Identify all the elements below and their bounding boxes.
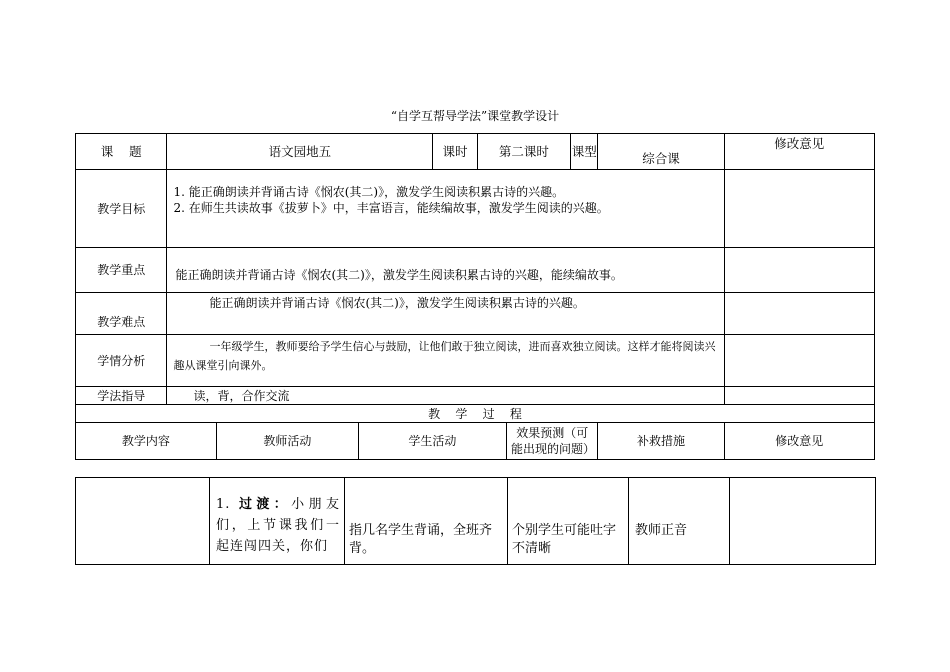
row1-teacher (210, 478, 345, 565)
subject-value: 语文园地五 (167, 134, 433, 170)
col-student: 学生活动 (358, 423, 506, 460)
method-text: 读，背，合作交流 (167, 387, 724, 405)
row1-remedy: 教师正音 (629, 478, 730, 565)
lesson-plan-table (75, 133, 875, 460)
analysis-revision (724, 335, 874, 387)
difficulties-label: 教学难点 (76, 293, 167, 335)
col-prediction: 效果预测（可能出现的问题） (506, 423, 597, 460)
row1-prediction: 个别学生可能吐字不清晰 (508, 478, 629, 565)
type-label: 课型 (571, 134, 598, 170)
goals-label: 教学目标 (76, 170, 167, 248)
revision-label: 修改意见 (724, 134, 874, 170)
analysis-text: 一年级学生，教师要给予学生信心与鼓励，让他们敢于独立阅读，进而喜欢独立阅读。这样才能将阅读兴趣从课堂引向课外。 (167, 335, 724, 387)
difficulties-revision (724, 293, 874, 335)
goals-line-1: 1. 能正确朗读并背诵古诗《悯农(其二)》，激发学生阅读积累古诗的兴趣。 (173, 185, 565, 199)
row1-teacher-bold: 过渡： (238, 497, 292, 512)
difficulties-text: 能正确朗读并背诵古诗《悯农(其二)》，激发学生阅读积累古诗的兴趣。 (167, 293, 724, 335)
row1-teacher-prefix: 1. (216, 497, 231, 512)
row1-content (76, 478, 210, 565)
type-value: 综合课 (598, 134, 724, 170)
col-content: 教学内容 (76, 423, 217, 460)
subject-label: 课 题 (76, 134, 167, 170)
goals-cell (167, 170, 724, 248)
row1-revision (730, 478, 876, 565)
process-table (75, 477, 876, 565)
period-label: 课时 (433, 134, 477, 170)
period-value: 第二课时 (477, 134, 571, 170)
key-points-label: 教学重点 (76, 248, 167, 293)
analysis-label: 学情分析 (76, 335, 167, 387)
row1-teacher-text: 小朋友们，上节课我们一起连闯四关，你们 (216, 497, 340, 554)
row1-student: 指几名学生背诵，全班齐背。 (345, 478, 508, 565)
key-points-text: 能正确朗读并背诵古诗《悯农(其二)》，激发学生阅读积累古诗的兴趣，能续编故事。 (167, 248, 724, 293)
document-title: “自学互帮导学法”课堂教学设计 (390, 109, 560, 123)
goals-revision (724, 170, 874, 248)
col-remedy: 补救措施 (598, 423, 724, 460)
method-revision (724, 387, 874, 405)
process-title: 教 学 过 程 (76, 405, 875, 423)
col-teacher: 教师活动 (216, 423, 358, 460)
goals-line-2: 2. 在师生共读故事《拔萝卜》中，丰富语言，能续编故事，激发学生阅读的兴趣。 (173, 201, 609, 215)
col-revision: 修改意见 (724, 423, 874, 460)
key-points-revision (724, 248, 874, 293)
method-label: 学法指导 (76, 387, 167, 405)
